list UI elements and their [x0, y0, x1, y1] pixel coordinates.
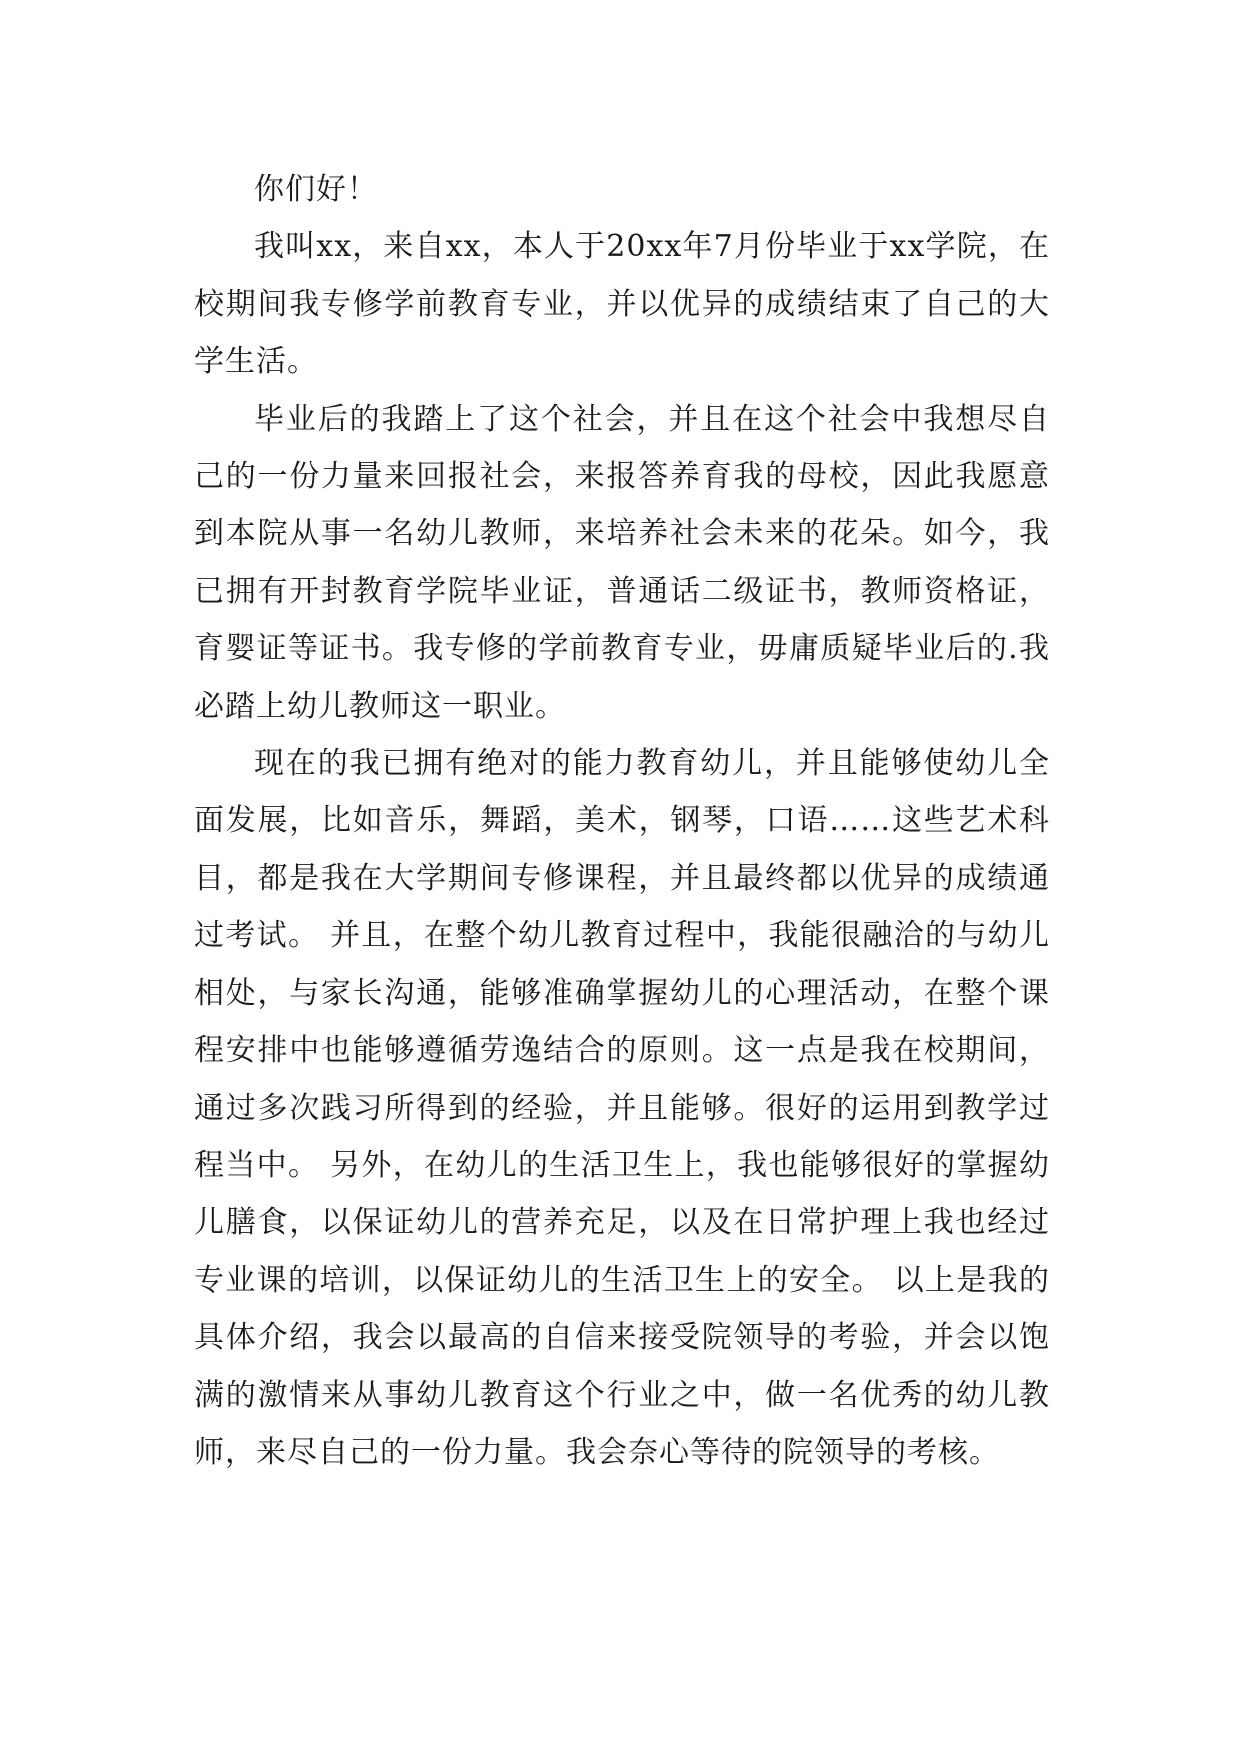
introduction-paragraph: 我叫xx，来自xx，本人于20xx年7月份毕业于xx学院，在校期间我专修学前教育专业，并以优异的成绩结束了自己的大学生活。: [194, 229, 1050, 380]
abilities-paragraph: 现在的我已拥有绝对的能力教育幼儿，并且能够使幼儿全面发展，比如音乐，舞蹈，美术，钢琴，口语……这些艺术科目，都是我在大学期间专修课程，并且最终都以优异的成绩通过考试。 并且，在整个幼儿教育过程中，我能很融洽的与幼儿相处，与家长沟通，能够准确掌握幼儿的心理活动，在整个课程安排中也能够遵循劳逸结合的原则。这一点是我在校期间，通过多次践习所得到的经验，并且能够。很好的运用到教学过程当中。 另外，在幼儿的生活卫生上，我也能够很好的掌握幼儿膳食，以保证幼儿的营养充足，以及在日常护理上我也经过专业课的培训，以保证幼儿的生活卫生上的安全。 以上是我的具体介绍，我会以最高的自信来接受院领导的考验，并会以饱满的激情来从事幼儿教育这个行业之中，做一名优秀的幼儿教师，来尽自己的一份力量。我会奈心等待的院领导的考核。: [194, 746, 1050, 1470]
greeting-paragraph: 你们好！: [254, 172, 378, 207]
motivation-paragraph: 毕业后的我踏上了这个社会，并且在这个社会中我想尽自己的一份力量来回报社会，来报答养育我的母校，因此我愿意到本院从事一名幼儿教师，来培养社会未来的花朵。如今，我已拥有开封教育学院毕业证，普通话二级证书，教师资格证，育婴证等证书。我专修的学前教育专业，毋庸质疑毕业后的.我必踏上幼儿教师这一职业。: [194, 401, 1050, 724]
document-body: [194, 161, 1050, 1481]
